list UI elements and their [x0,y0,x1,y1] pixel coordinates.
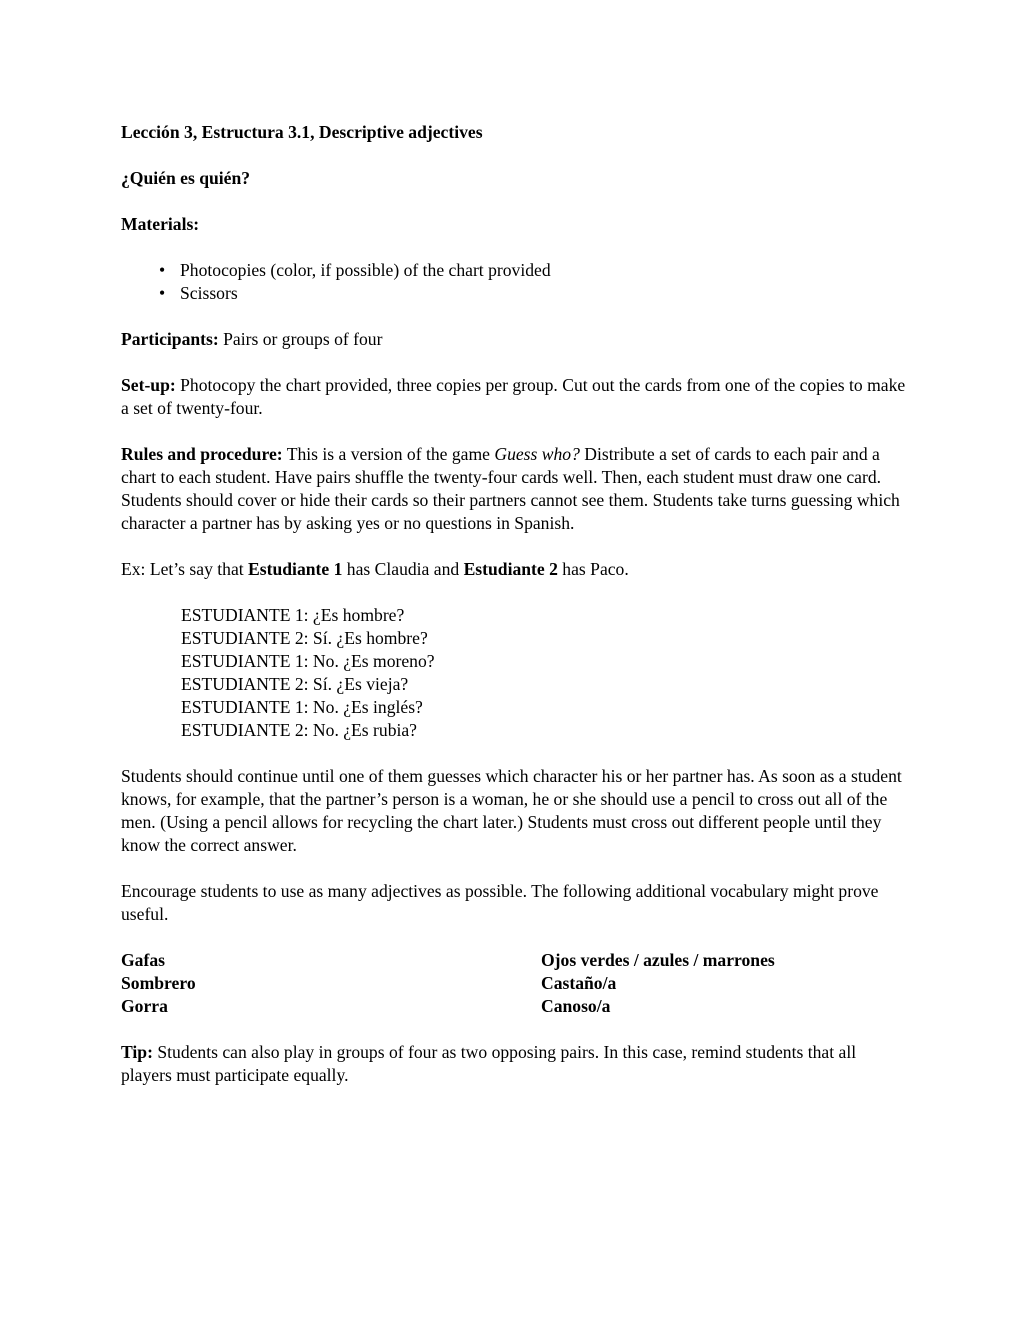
tip-paragraph [121,1041,911,1087]
vocab-term: Castaño/a [541,973,617,993]
dialog-line: ESTUDIANTE 1: No. ¿Es inglés? [181,697,423,717]
vocabulary-list [121,949,911,1018]
materials-item [159,259,911,282]
setup-label: Set-up: [121,375,176,395]
document-page [121,121,911,1087]
game-title: ¿Quién es quién? [121,168,251,188]
dialog-line: ESTUDIANTE 1: ¿Es hombre? [181,605,405,625]
bullet-icon: • [159,260,166,280]
example-paragraph [121,558,911,581]
materials-list [121,259,911,305]
materials-heading: Materials: [121,214,200,234]
vocab-term: Ojos verdes / azules / marrones [541,950,775,970]
tip-text: Students can also play in groups of four as two opposing pairs. In this case, remind students that all players must participate equally. [121,1042,857,1085]
lesson-heading: Lección 3, Estructura 3.1, Descriptive adjectives [121,122,483,142]
setup-paragraph [121,374,911,420]
encourage-paragraph: Encourage students to use as many adjectives as possible. The following additional vocabulary might prove useful. [121,881,879,924]
bullet-icon: • [159,283,166,303]
setup-text: Photocopy the chart provided, three copies per group. Cut out the cards from one of the copies to make a set of twenty-four. [121,375,906,418]
example-student2: Estudiante 2 [463,559,558,579]
materials-item-text: Scissors [180,283,238,303]
tip-label: Tip: [121,1042,153,1062]
rules-text-before: This is a version of the game [282,444,495,464]
vocab-term: Gorra [121,996,168,1016]
materials-item [159,282,911,305]
participants-paragraph [121,328,911,351]
vocab-term: Gafas [121,950,165,970]
example-middle: has Claudia and [342,559,464,579]
example-suffix: has Paco. [557,559,629,579]
materials-item-text: Photocopies (color, if possible) of the chart provided [180,260,551,280]
vocab-term: Canoso/a [541,996,611,1016]
dialog-line: ESTUDIANTE 2: Sí. ¿Es vieja? [181,674,409,694]
example-dialog [121,604,911,742]
rules-paragraph [121,443,911,535]
participants-text: Pairs or groups of four [218,329,383,349]
dialog-line: ESTUDIANTE 2: Sí. ¿Es hombre? [181,628,428,648]
dialog-line: ESTUDIANTE 2: No. ¿Es rubia? [181,720,417,740]
vocab-term: Sombrero [121,973,196,993]
game-name: Guess who? [494,444,580,464]
example-student1: Estudiante 1 [248,559,343,579]
continue-paragraph: Students should continue until one of them guesses which character his or her partner has. As soon as a student knows, for example, that the partner’s person is a woman, he or she should use a pencil to cross out all of the men. (Using a pencil allows for recycling the chart later.) Students must cross out different people until they know the correct answer. [121,766,902,855]
participants-label: Participants: [121,329,219,349]
rules-label: Rules and procedure: [121,444,283,464]
dialog-line: ESTUDIANTE 1: No. ¿Es moreno? [181,651,435,671]
example-prefix: Ex: Let’s say that [121,559,249,579]
rules-text-after: Distribute a set of cards to each pair and a chart to each student. Have pairs shuffle the twenty-four cards well. Then, each student must draw one card. Students should cover or hide their cards so their partners cannot see them. Students take turns guessing which character a partner has by asking yes or no questions in Spanish. [121,444,900,533]
